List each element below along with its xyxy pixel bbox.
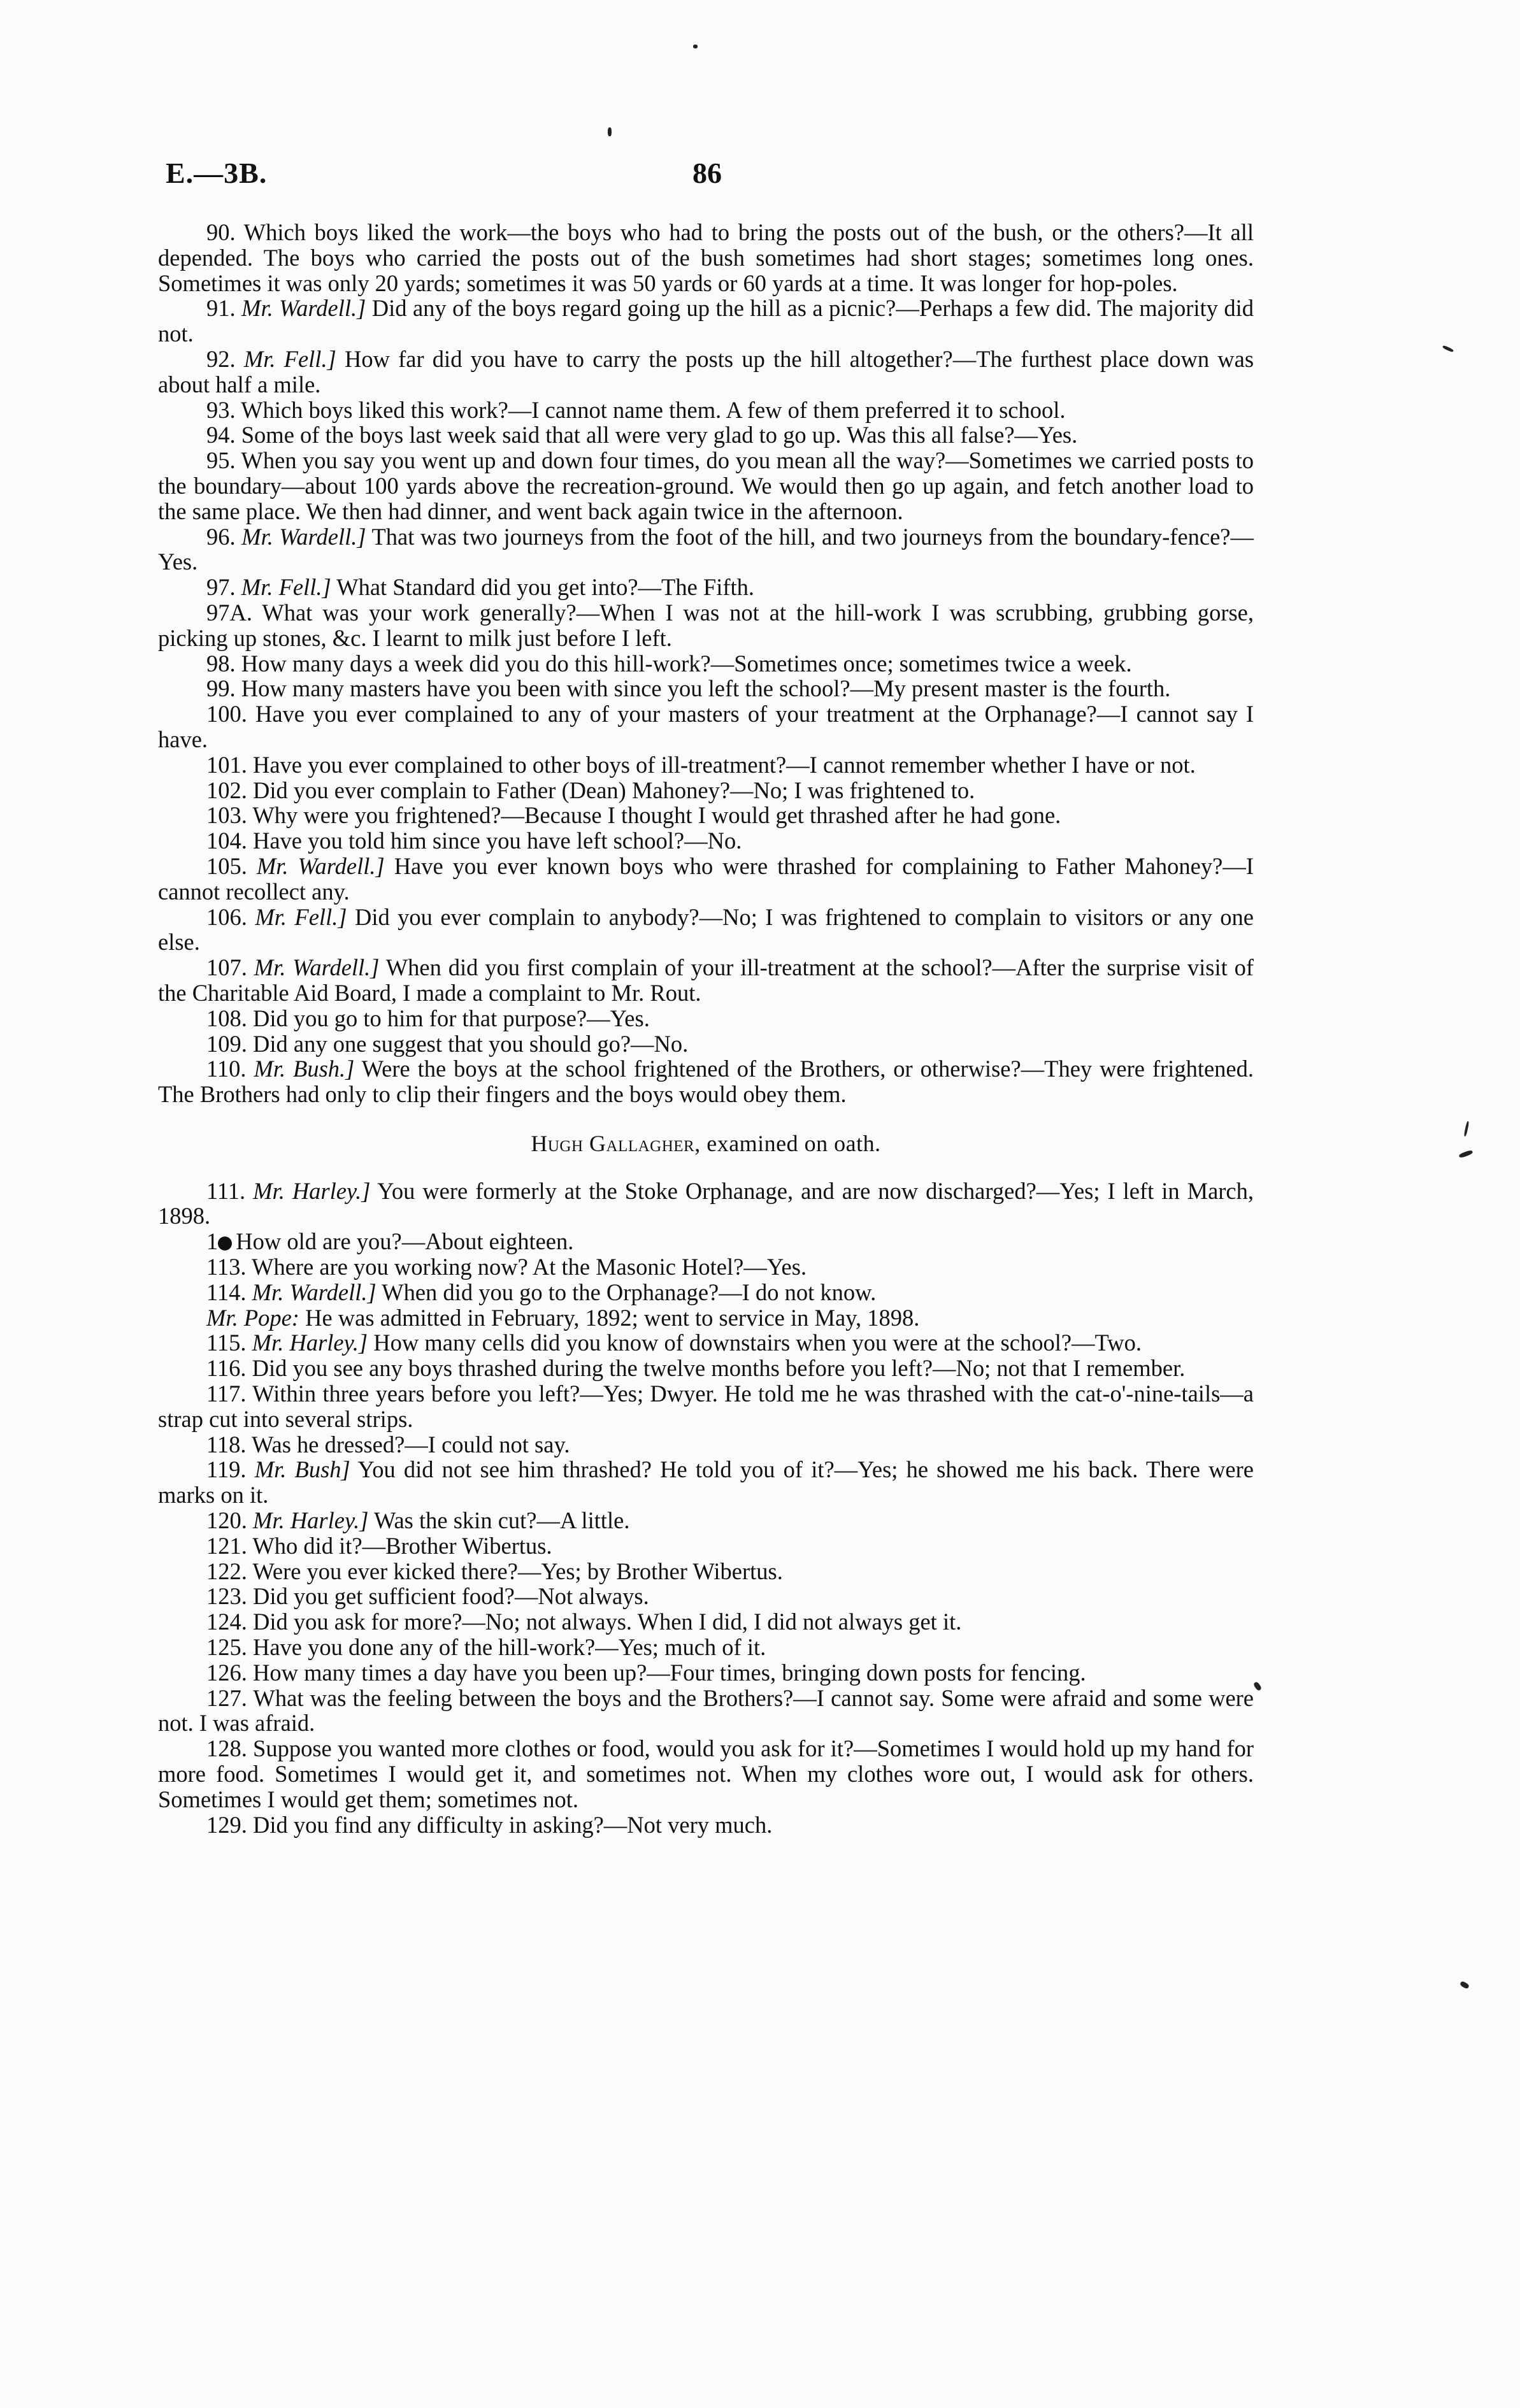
page-number: 86 (692, 157, 722, 189)
question-number: 122. (206, 1558, 247, 1584)
testimony-paragraph (158, 1559, 1254, 1584)
question-answer-text: He was admitted in February, 1892; went to service in May, 1898. (305, 1304, 920, 1331)
scan-speck (1459, 1981, 1470, 1989)
testimony-paragraph (158, 1736, 1254, 1812)
question-number: 103. (206, 802, 247, 829)
witness-heading-suffix: , examined on oath. (694, 1130, 881, 1156)
speaker-name: Mr. Pope: (206, 1304, 299, 1331)
testimony-paragraph (158, 905, 1254, 956)
question-answer-text: Was the skin cut?—A little. (373, 1507, 630, 1534)
testimony-paragraph (158, 955, 1254, 1006)
scan-speck (1464, 1121, 1470, 1136)
testimony-paragraph (158, 1432, 1254, 1458)
question-answer-text: Did any one suggest that you should go?—No. (253, 1030, 689, 1057)
question-number: 127. (206, 1684, 247, 1711)
testimony-section-2 (158, 1179, 1254, 1838)
question-answer-text: Which boys liked the work—the boys who had to bring the posts out of the bush, or the others?—It all depended. The boys who carried the posts out of the bush sometimes had short stages; sometimes long ones. Sometimes it was only 20 yards; sometimes it was 50 yards or 60 yards at a time. It was longer for hop-poles. (158, 219, 1254, 296)
testimony-paragraph (158, 1381, 1254, 1432)
question-answer-text: Did you ask for more?—No; not always. When I did, I did not always get it. (253, 1609, 962, 1635)
speaker-name: Mr. Wardell.] (256, 852, 385, 879)
question-answer-text: Have you ever complained to other boys of ill-treatment?—I cannot remember whether I have or not. (253, 751, 1196, 778)
testimony-section-1 (158, 220, 1254, 1107)
question-number: 98. (206, 650, 236, 677)
witness-name: Hugh Gallagher (531, 1130, 695, 1156)
question-answer-text: Have you ever complained to any of your masters of your treatment at the Orphanage?—I cannot say I have. (158, 701, 1254, 752)
question-number: 124. (206, 1609, 247, 1635)
speaker-name: Mr. Bush.] (254, 1056, 355, 1082)
witness-heading (158, 1131, 1254, 1157)
page-header (166, 156, 1252, 194)
testimony-paragraph (158, 1660, 1254, 1686)
question-answer-text: Why were you frightened?—Because I thought I would get thrashed after he had gone. (252, 802, 1061, 829)
testimony-paragraph (158, 398, 1254, 423)
testimony-paragraph (158, 600, 1254, 651)
testimony-paragraph (158, 1609, 1254, 1635)
question-answer-text: What was the feeling between the boys and the Brothers?—I cannot say. Some were afraid and some were not. I was afraid. (158, 1684, 1254, 1737)
testimony-paragraph (158, 1006, 1254, 1031)
question-number: 117. (206, 1380, 247, 1407)
testimony-paragraph (158, 1686, 1254, 1737)
testimony-paragraph (158, 828, 1254, 854)
question-number: 91. (206, 295, 236, 322)
question-answer-text: Which boys liked this work?—I cannot name them. A few of them preferred it to school. (241, 396, 1066, 423)
question-answer-text: Was he dressed?—I could not say. (252, 1431, 570, 1458)
testimony-paragraph (158, 422, 1254, 448)
testimony-paragraph (158, 1229, 1254, 1254)
question-number: 105. (206, 852, 247, 879)
question-number: 107. (206, 954, 247, 981)
question-number: 97A. (206, 599, 252, 626)
question-number: 129. (206, 1811, 247, 1838)
testimony-paragraph (158, 778, 1254, 803)
question-answer-text: Have you told him since you have left school?—No. (253, 828, 742, 854)
question-answer-text: Some of the boys last week said that all were very glad to go up. Was this all false?—Yes. (241, 422, 1078, 448)
question-number: 99. (206, 675, 236, 702)
question-number: 128. (206, 1735, 247, 1762)
question-answer-text: Who did it?—Brother Wibertus. (252, 1532, 552, 1559)
question-answer-text: How many days a week did you do this hill-work?—Sometimes once; sometimes twice a week. (241, 650, 1132, 677)
testimony-paragraph (158, 296, 1254, 347)
question-number: 97. (206, 574, 236, 601)
question-number: 121. (206, 1532, 247, 1559)
scan-speck (1442, 345, 1454, 352)
speaker-name: Mr. Fell.] (255, 903, 347, 930)
question-answer-text: When did you go to the Orphanage?—I do not know. (382, 1279, 877, 1305)
speaker-name: Mr. Bush] (254, 1456, 350, 1483)
question-number: 94. (206, 422, 236, 448)
question-answer-text: Did any of the boys regard going up the hill as a picnic?—Perhaps a few did. The majority did not. (158, 295, 1254, 347)
question-number: 93. (206, 396, 236, 423)
testimony-paragraph (158, 701, 1254, 752)
question-number: 106. (206, 903, 247, 930)
question-answer-text: What Standard did you get into?—The Fifth. (336, 574, 754, 601)
testimony-paragraph (158, 1330, 1254, 1356)
testimony-paragraph (158, 1031, 1254, 1057)
testimony-paragraph (158, 1457, 1254, 1508)
speaker-name: Mr. Fell.] (243, 345, 336, 372)
question-number: 96. (206, 523, 236, 550)
testimony-paragraph (158, 1254, 1254, 1280)
testimony-paragraph (158, 575, 1254, 600)
question-number: 95. (206, 447, 236, 474)
question-answer-text: Were the boys at the school frightened of the Brothers, or otherwise?—They were frightened. The Brothers had only to clip their fingers and the boys would obey them. (158, 1056, 1254, 1108)
testimony-paragraph (158, 524, 1254, 575)
scan-speck (1253, 1681, 1263, 1691)
question-answer-text: You did not see him thrashed? He told you of it?—Yes; he showed me his back. There were marks on it. (158, 1456, 1254, 1509)
question-answer-text: How many cells did you know of downstairs when you were at the school?—Two. (373, 1329, 1142, 1356)
speaker-name: Mr. Fell.] (241, 574, 331, 601)
question-answer-text: How many masters have you been with since you left the school?—My present master is the fourth. (241, 675, 1171, 702)
testimony-paragraph (158, 1356, 1254, 1381)
question-answer-text: When did you first complain of your ill-treatment at the school?—After the surprise visit of the Charitable Aid Board, I made a complaint to Mr. Rout. (158, 954, 1254, 1006)
question-answer-text: Where are you working now? At the Masonic Hotel?—Yes. (252, 1254, 807, 1280)
speaker-name: Mr. Harley.] (253, 1177, 371, 1204)
testimony-paragraph (158, 1584, 1254, 1609)
question-number: 104. (206, 828, 247, 854)
question-answer-text: How many times a day have you been up?—Four times, bringing down posts for fencing. (253, 1659, 1086, 1686)
question-number: 109. (206, 1030, 247, 1057)
question-answer-text: Have you ever known boys who were thrashed for complaining to Father Mahoney?—I cannot recollect any. (158, 852, 1254, 905)
question-answer-text: You were formerly at the Stoke Orphanage, and are now discharged?—Yes; I left in March, 1898. (158, 1177, 1254, 1229)
document-body (158, 220, 1254, 1837)
question-answer-text: That was two journeys from the foot of the hill, and two journeys from the boundary-fence?—Yes. (158, 523, 1254, 575)
question-number: 100. (206, 701, 247, 727)
question-number: 1 (206, 1228, 219, 1255)
question-number: 90. (206, 219, 236, 245)
question-answer-text: Did you ever complain to Father (Dean) Mahoney?—No; I was frightened to. (253, 777, 975, 803)
testimony-paragraph (158, 1179, 1254, 1229)
question-answer-text: When you say you went up and down four times, do you mean all the way?—Sometimes we carried posts to the boundary—about 100 yards above the recreation-ground. We would then go up again, and fetch another load to the same place. We then had dinner, and went back again twice in the afternoon. (158, 447, 1254, 524)
question-number: 119. (206, 1456, 247, 1483)
testimony-paragraph (158, 1280, 1254, 1305)
question-answer-text: Suppose you wanted more clothes or food, would you ask for it?—Sometimes I would hold up my hand for more food. Sometimes I would get it, and sometimes not. When my clothes wore out, I would ask for others. Sometimes I would get them; sometimes not. (158, 1735, 1254, 1812)
testimony-paragraph (158, 448, 1254, 524)
question-answer-text: Did you go to him for that purpose?—Yes. (253, 1005, 650, 1031)
speaker-name: Mr. Wardell.] (241, 523, 366, 550)
question-answer-text: Within three years before you left?—Yes; Dwyer. He told me he was thrashed with the cat-o'-nine-tails—a strap cut into several strips. (158, 1380, 1254, 1432)
speaker-name: Mr. Wardell.] (254, 954, 380, 981)
question-number: 116. (206, 1355, 247, 1382)
question-answer-text: Did you find any difficulty in asking?—Not very much. (253, 1811, 773, 1838)
question-answer-text: What was your work generally?—When I was not at the hill-work I was scrubbing, grubbing gorse, picking up stones, &c. I learnt to milk just before I left. (158, 599, 1254, 651)
question-answer-text: Did you see any boys thrashed during the twelve months before you left?—No; not that I remember. (252, 1355, 1186, 1382)
report-reference: E.—3B. (166, 157, 268, 189)
question-number: 126. (206, 1659, 247, 1686)
question-answer-text: Did you ever complain to anybody?—No; I was frightened to complain to visitors or any one else. (158, 903, 1254, 956)
question-number: 110. (206, 1056, 247, 1082)
testimony-paragraph (158, 1533, 1254, 1559)
question-number: 113. (206, 1254, 247, 1280)
question-answer-text: How old are you?—About eighteen. (236, 1228, 574, 1255)
testimony-paragraph (158, 1056, 1254, 1107)
scan-speck (1458, 1149, 1473, 1158)
question-answer-text: Did you get sufficient food?—Not always. (253, 1583, 649, 1610)
speaker-name: Mr. Harley.] (252, 1329, 368, 1356)
speaker-name: Mr. Wardell.] (241, 295, 366, 322)
speaker-name: Mr. Harley.] (253, 1507, 369, 1534)
question-number: 92. (206, 345, 236, 372)
testimony-paragraph (158, 1508, 1254, 1533)
question-answer-text: How far did you have to carry the posts up the hill altogether?—The furthest place down was about half a mile. (158, 345, 1254, 398)
testimony-paragraph (158, 347, 1254, 398)
scan-speck (608, 127, 612, 136)
question-number: 118. (206, 1431, 247, 1458)
question-number: 102. (206, 777, 247, 803)
testimony-paragraph (158, 854, 1254, 905)
testimony-paragraph (158, 1305, 1254, 1331)
testimony-paragraph (158, 220, 1254, 296)
question-number: 125. (206, 1634, 247, 1661)
speaker-name: Mr. Wardell.] (252, 1279, 376, 1305)
testimony-paragraph (158, 803, 1254, 828)
question-answer-text: Have you done any of the hill-work?—Yes; much of it. (253, 1634, 766, 1661)
testimony-paragraph (158, 1635, 1254, 1660)
testimony-paragraph (158, 676, 1254, 701)
question-number: 108. (206, 1005, 247, 1031)
question-number: 115. (206, 1329, 247, 1356)
testimony-paragraph (158, 1812, 1254, 1838)
ink-blot (218, 1236, 232, 1251)
testimony-paragraph (158, 752, 1254, 778)
question-number: 114. (206, 1279, 247, 1305)
question-number: 111. (206, 1177, 246, 1204)
question-answer-text: Were you ever kicked there?—Yes; by Brother Wibertus. (252, 1558, 783, 1584)
testimony-paragraph (158, 651, 1254, 677)
question-number: 120. (206, 1507, 247, 1534)
question-number: 101. (206, 751, 247, 778)
question-number: 123. (206, 1583, 247, 1610)
scan-speck (693, 45, 698, 48)
